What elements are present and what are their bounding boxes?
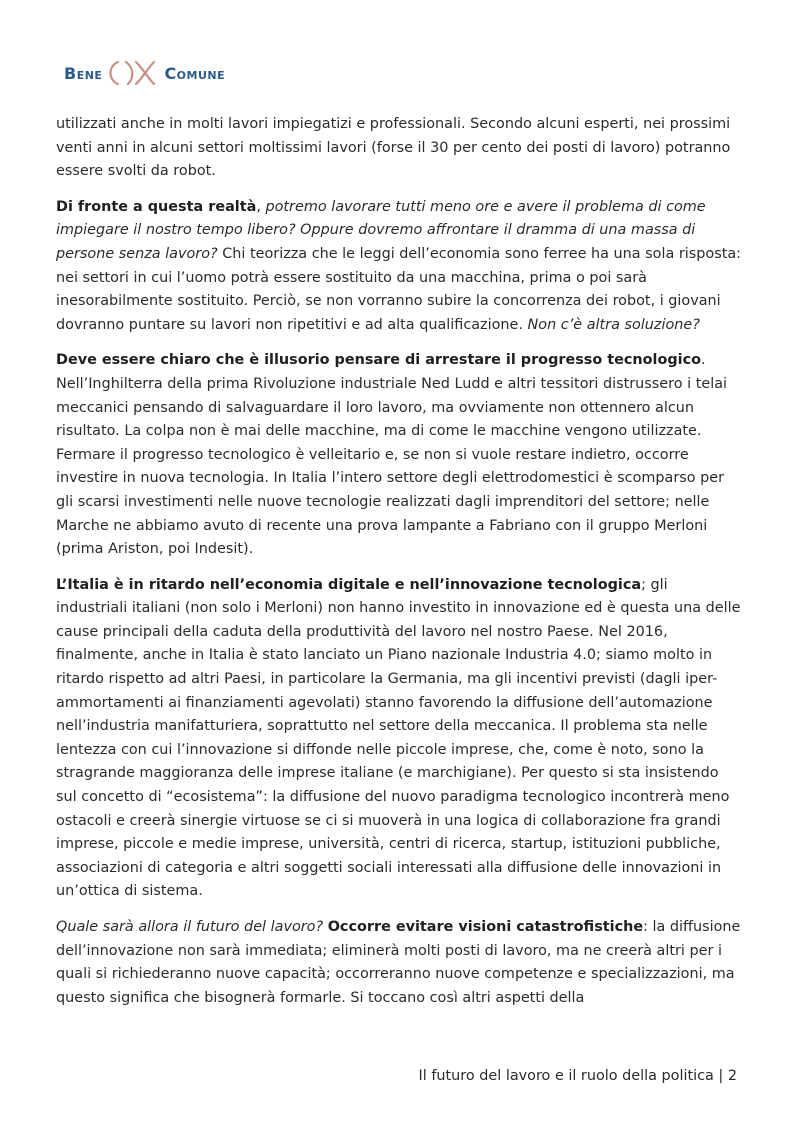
text-run: utilizzati anche in molti lavori impiegatizi e professionali. Secondo alcuni esperti, nei prossimi venti anni in alcuni settori moltissimi lavori (forse il 30 per cento dei posti di lavoro) potranno essere svolti da robot. (56, 116, 731, 180)
logo-word-right: Comune (164, 63, 226, 83)
body-paragraph (56, 113, 741, 184)
text-run: , (256, 198, 266, 215)
logo-word-left: Bene (64, 63, 103, 83)
italic-phrase: Quale sarà allora il futuro del lavoro? (56, 919, 324, 935)
body-paragraph (56, 574, 741, 904)
brand-logo (64, 58, 225, 88)
document-body (56, 113, 741, 1022)
italic-phrase: Non c’è altra soluzione? (527, 316, 700, 333)
text-run: . Nell’Inghilterra della prima Rivoluzione industriale Ned Ludd e altri tessitori distrussero i telai meccanici pensando di salvaguardare il loro lavoro, ma ovviamente non ottennero alcun risultato. La colpa non è mai delle macchine, ma di come le macchine vengono utilizzate. Fermare il progresso tecnologico è velleitario e, se non si vuole restare indietro, occorre investire in nuova tecnologia. In Italia l’intero settore degli elettrodomestici è scomparso per gli scarsi investimenti nelle nuove tecnologie realizzati dagli imprenditori del settore; nelle Marche ne abbiamo avuto di recente una prova lampante a Fabriano con il gruppo Merloni (prima Ariston, poi Indesit). (56, 352, 728, 558)
page-footer: Il futuro del lavoro e il ruolo della politica | 2 (418, 1068, 737, 1084)
italic-phrase: potremo lavorare tutti meno ore e avere il problema di come impiegare il nostro tempo libero? Oppure dovremo affrontare il dramma di una massa di persone senza lavoro? (56, 198, 706, 262)
bold-phrase: L’Italia è in ritardo nell’economia digitale e nell’innovazione tecnologica (56, 576, 642, 593)
body-paragraph (56, 916, 741, 1010)
text-run: Chi teorizza che le leggi dell’economia sono ferree ha una sola risposta: nei settori in cui l’uomo potrà essere sostituito da una macchina, prima o poi sarà inesorabilmente sostituito. Perciò, se non vorranno subire la concorrenza dei robot, i giovani dovranno puntare su lavori non ripetitivi e ad alta qualificazione. (56, 245, 742, 333)
bold-phrase: Deve essere chiaro che è illusorio pensare di arrestare il progresso tecnologico (56, 352, 702, 369)
text-run: ; gli industriali italiani (non solo i Merloni) non hanno investito in innovazione ed è questa una delle cause principali della caduta della produttività del lavoro nel nostro Paese. Nel 2016, finalmente, anche in Italia è stato lanciato un Piano nazionale Industria 4.0; siamo molto in ritardo rispetto ad altri Paesi, in particolare la Germania, ma gli incentivi previsti (dagli iper-ammortamenti ai finanziamenti agevolati) stanno favorendo la diffusione dell’automazione nell’industria manifatturiera, soprattutto nel settore della meccanica. Il problema sta nelle lentezza con cui l’innovazione si diffonde nelle piccole imprese, che, come è noto, sono la stragrande maggioranza delle imprese italiane (e marchigiane). Per questo si sta insistendo sul concetto di “ecosistema”: la diffusione del nuovo paradigma tecnologico incontrerà meno ostacoli e creerà sinergie virtuose se ci si muoverà in una logica di collaborazione fra grandi imprese, piccole e medie imprese, università, centri di ricerca, startup, istituzioni pubbliche, associazioni di categoria e altri soggetti sociali interessati alla diffusione delle innovazioni in un’ottica di sistema. (56, 576, 741, 900)
bold-phrase: Di fronte a questa realtà (56, 198, 257, 215)
logo-emblem-icon (104, 58, 162, 88)
text-run: : la diffusione dell’innovazione non sarà immediata; eliminerà molti posti di lavoro, ma ne creerà altri per i quali si richiederanno nuove capacità; occorreranno nuove competenze e specializzazioni, ma questo significa che bisognerà formarle. Si toccano così altri aspetti della (56, 919, 741, 1006)
body-paragraph (56, 349, 741, 561)
bold-phrase: Occorre evitare visioni catastrofistiche (327, 919, 644, 935)
body-paragraph (56, 196, 741, 338)
